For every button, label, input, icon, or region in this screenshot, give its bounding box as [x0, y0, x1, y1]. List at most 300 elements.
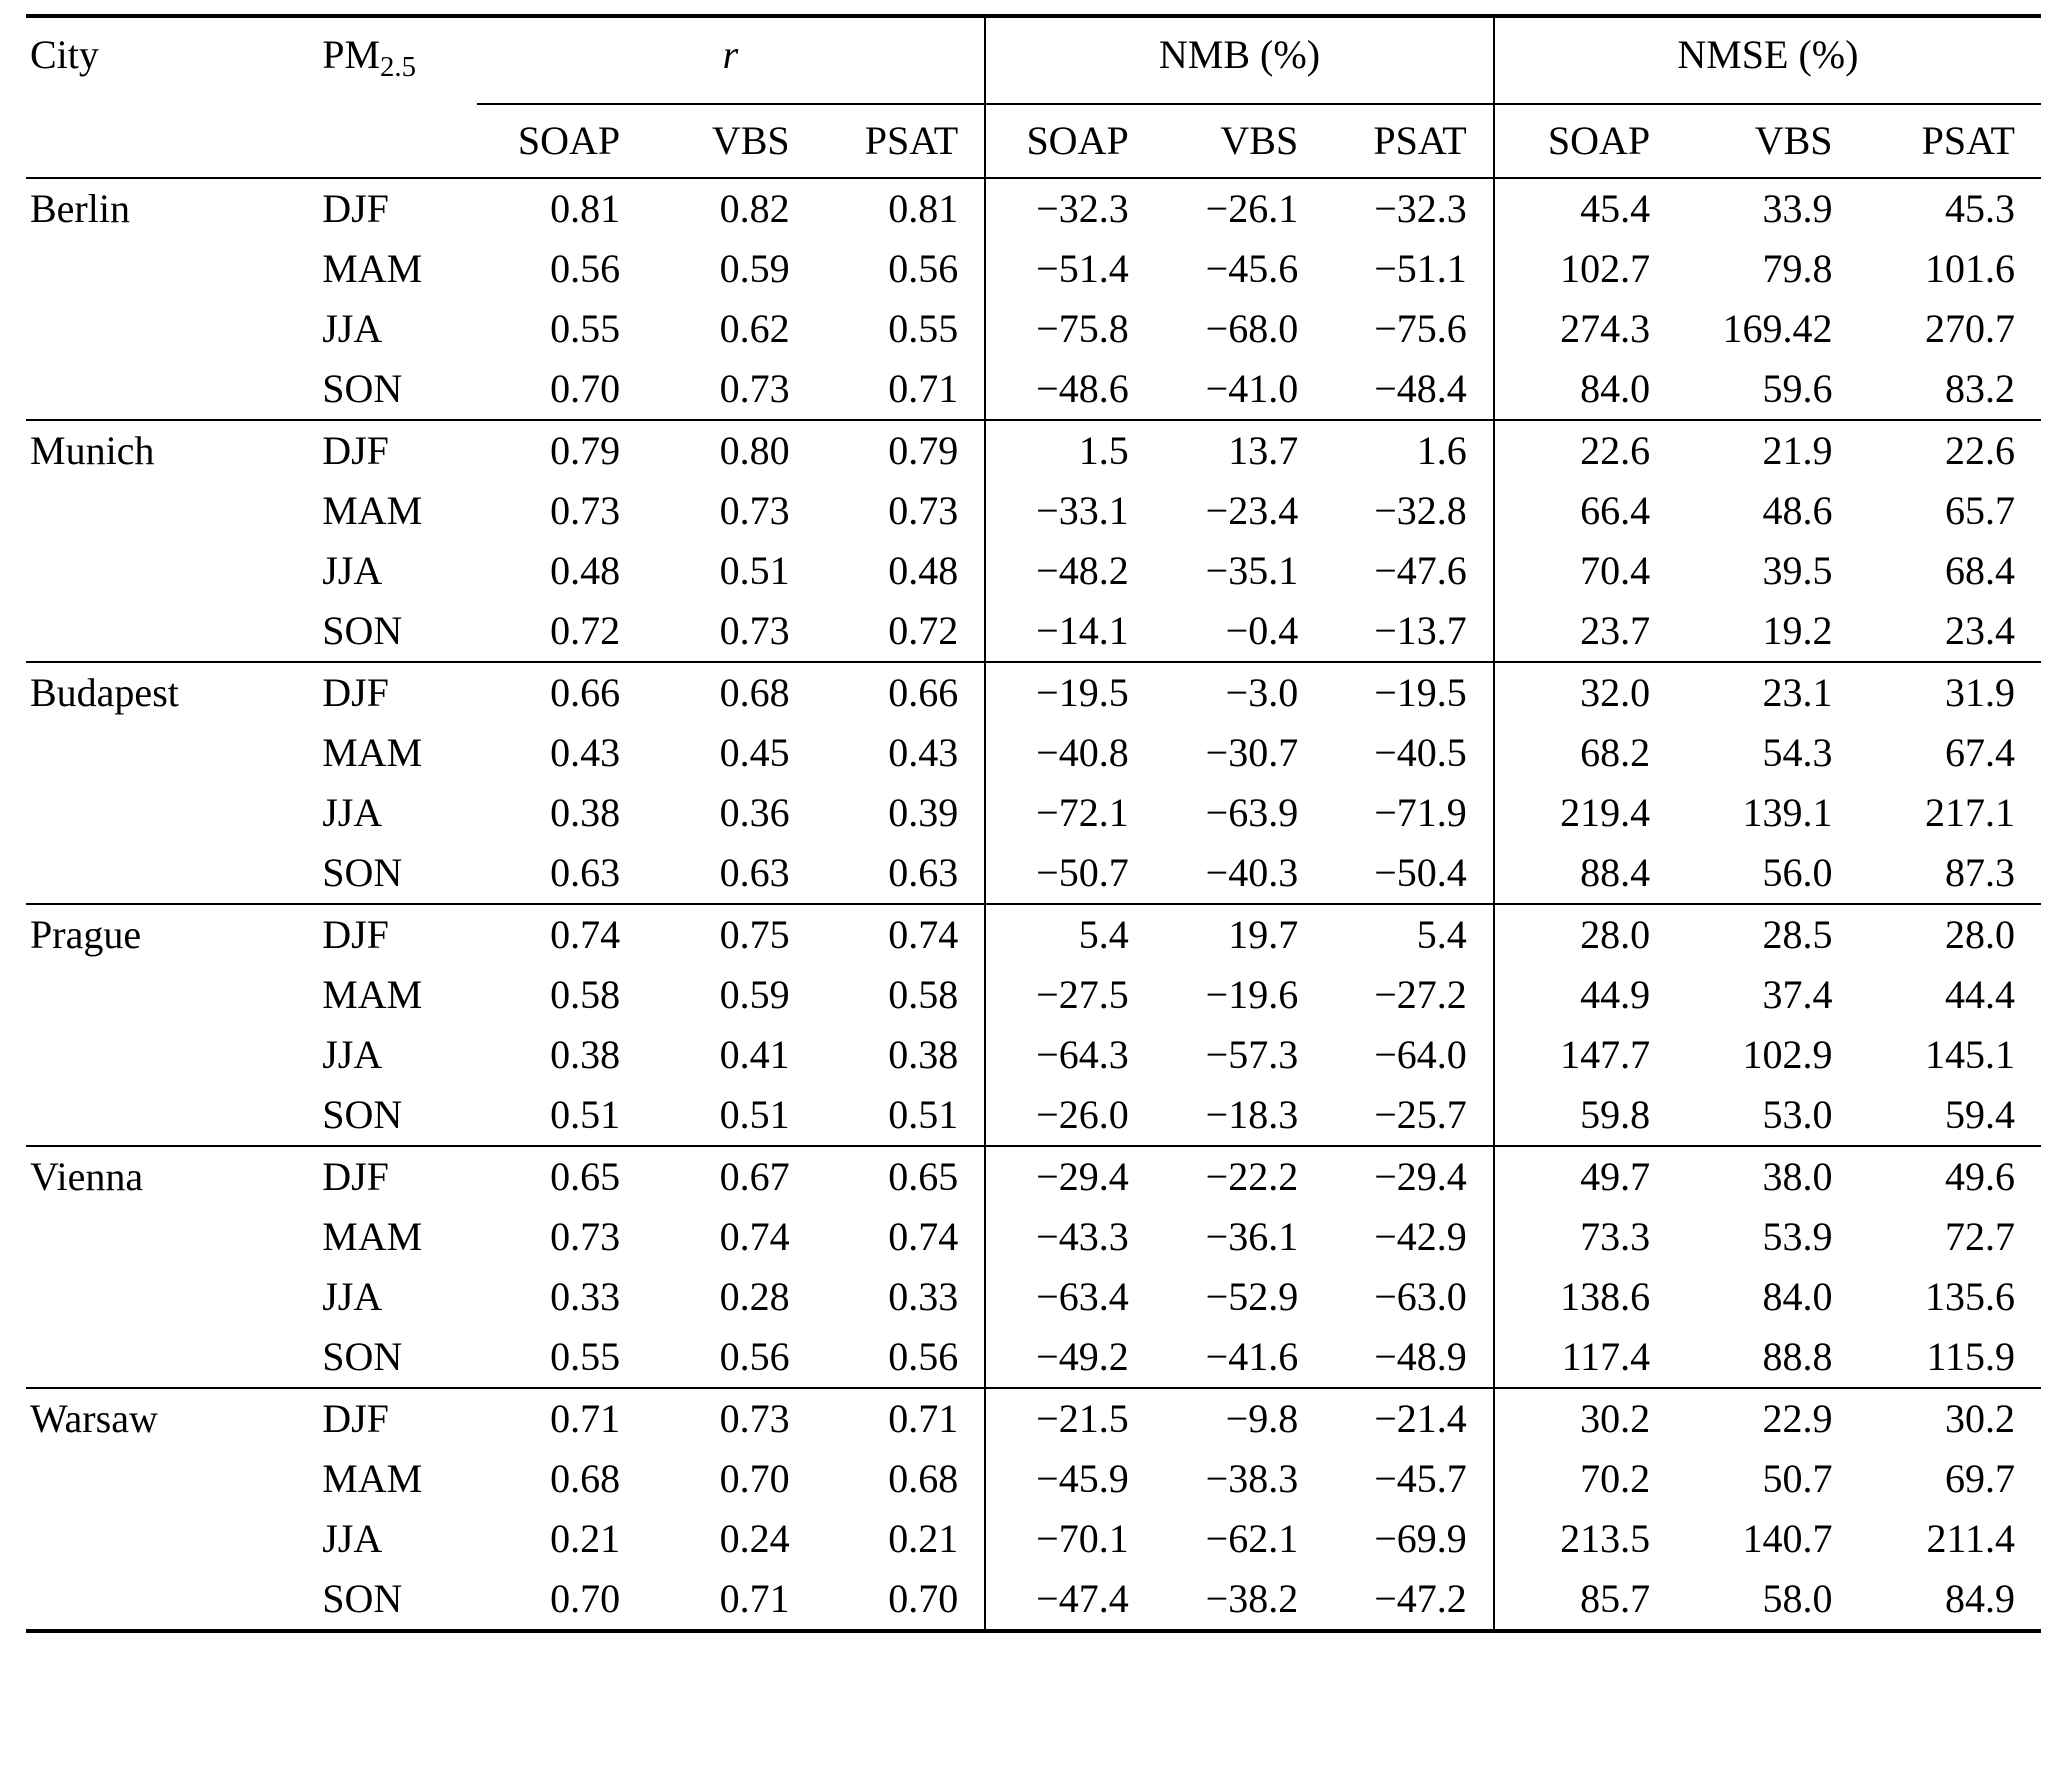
cell-value: 59.8: [1494, 1085, 1676, 1146]
city-label: Berlin: [30, 186, 130, 232]
table-header-row-groups: [26, 16, 2041, 104]
cell-value: 0.38: [888, 1032, 959, 1078]
cell-value: 45.4: [1494, 178, 1676, 239]
cell-value: −29.4: [985, 1146, 1155, 1207]
cell-value: 68.4: [1945, 548, 2015, 594]
header-pm25: $PM_{2.5}$: [294, 16, 476, 104]
season-label: DJF: [294, 1146, 476, 1207]
season-label: SON: [322, 366, 403, 412]
cell-value: 58.0: [1676, 1569, 1858, 1631]
cell-value: 37.4: [1762, 972, 1833, 1018]
header-sub-soap-6: SOAP: [1494, 104, 1676, 178]
cell-value: −42.9: [1374, 1214, 1467, 1260]
header-sub-vbs-1: VBS: [646, 104, 816, 178]
cell-value: 5.4: [1324, 904, 1494, 965]
cell-value: −30.7: [1205, 730, 1299, 776]
cell-value: 0.73: [719, 488, 790, 534]
cell-value: 0.71: [477, 1388, 647, 1449]
cell-value: 23.1: [1676, 662, 1858, 723]
table-row: [26, 1025, 2041, 1085]
cell-value: −38.2: [1155, 1569, 1325, 1631]
cell-value: −48.6: [985, 359, 1155, 420]
cell-value: −63.0: [1374, 1274, 1467, 1320]
cell-value: 28.5: [1676, 904, 1858, 965]
cell-value: 0.65: [477, 1146, 647, 1207]
table-row: [26, 783, 2041, 843]
cell-value: 0.73: [719, 366, 790, 412]
cell-value: 0.70: [816, 1569, 986, 1631]
cell-value: 70.2: [1494, 1449, 1676, 1509]
table-row: [26, 1388, 2041, 1449]
cell-value: 32.0: [1494, 662, 1676, 723]
cell-value: 101.6: [1925, 246, 2015, 292]
season-label: MAM: [322, 1456, 423, 1502]
season-label: JJA: [322, 1032, 383, 1078]
cell-value: 67.4: [1945, 730, 2015, 776]
cell-value: 0.74: [888, 1214, 959, 1260]
cell-value: 211.4: [1926, 1516, 2015, 1562]
table-row: [26, 1327, 2041, 1388]
cell-value: 1.6: [1324, 420, 1494, 481]
table-header-row-subcolumns: [26, 104, 2041, 178]
season-label: JJA: [322, 1516, 383, 1562]
cell-value: 0.48: [550, 548, 621, 594]
cell-value: −51.1: [1374, 246, 1467, 292]
table-row: [26, 541, 2041, 601]
cell-value: −22.2: [1155, 1146, 1325, 1207]
cell-value: 0.55: [888, 306, 959, 352]
cell-value: 0.33: [550, 1274, 621, 1320]
cell-value: 0.81: [888, 186, 959, 232]
cell-value: −40.5: [1374, 730, 1467, 776]
table-row: [26, 904, 2041, 965]
cell-value: 65.7: [1945, 488, 2015, 534]
cell-value: 0.75: [646, 904, 816, 965]
cell-value: −62.1: [1205, 1516, 1299, 1562]
cell-value: 169.42: [1722, 306, 1833, 352]
season-label: JJA: [322, 306, 383, 352]
cell-value: −52.9: [1205, 1274, 1299, 1320]
header-group-1: NMB (%): [985, 16, 1494, 104]
cell-value: −9.8: [1155, 1388, 1325, 1449]
cell-value: 0.81: [550, 186, 621, 232]
cell-value: 0.70: [550, 366, 621, 412]
season-label: SON: [322, 1092, 403, 1138]
table-row: [26, 662, 2041, 723]
cell-value: 0.38: [550, 790, 621, 836]
cell-value: 140.7: [1742, 1516, 1833, 1562]
cell-value: −71.9: [1374, 790, 1467, 836]
city-label: [26, 481, 294, 541]
cell-value: 59.4: [1945, 1092, 2015, 1138]
city-label: [26, 1327, 294, 1388]
cell-value: 0.58: [888, 972, 959, 1018]
cell-value: 0.24: [719, 1516, 790, 1562]
cell-value: −19.5: [1324, 662, 1494, 723]
cell-value: −33.1: [985, 481, 1155, 541]
cell-value: −70.1: [985, 1509, 1155, 1569]
cell-value: 44.4: [1945, 972, 2015, 1018]
cell-value: 0.45: [719, 730, 790, 776]
cell-value: 0.68: [550, 1456, 621, 1502]
cell-value: 48.6: [1762, 488, 1833, 534]
cell-value: 0.51: [550, 1092, 621, 1138]
city-label: [26, 601, 294, 662]
table-row: [26, 359, 2041, 420]
cell-value: −45.6: [1205, 246, 1299, 292]
cell-value: 22.6: [1859, 420, 2041, 481]
cell-value: 139.1: [1742, 790, 1833, 836]
table-row: [26, 481, 2041, 541]
cell-value: 147.7: [1494, 1025, 1676, 1085]
city-label: [26, 965, 294, 1025]
season-label: DJF: [294, 662, 476, 723]
cell-value: 0.68: [888, 1456, 959, 1502]
cell-value: −38.3: [1205, 1456, 1299, 1502]
cell-value: 83.2: [1945, 366, 2015, 412]
cell-value: 0.58: [550, 972, 621, 1018]
cell-value: 117.4: [1494, 1327, 1676, 1388]
cell-value: −13.7: [1374, 608, 1467, 654]
cell-value: 0.79: [477, 420, 647, 481]
season-label: MAM: [322, 730, 423, 776]
cell-value: 88.8: [1762, 1334, 1833, 1380]
cell-value: 0.63: [719, 850, 790, 896]
cell-value: −29.4: [1324, 1146, 1494, 1207]
city-label: [26, 1267, 294, 1327]
cell-value: 0.43: [888, 730, 959, 776]
cell-value: 30.2: [1494, 1388, 1676, 1449]
cell-value: 0.80: [646, 420, 816, 481]
cell-value: −50.7: [985, 843, 1155, 904]
season-label: SON: [294, 1569, 476, 1631]
table-row: [26, 1146, 2041, 1207]
cell-value: 0.79: [816, 420, 986, 481]
table-row: [26, 723, 2041, 783]
cell-value: −18.3: [1205, 1092, 1299, 1138]
cell-value: 0.36: [719, 790, 790, 836]
table-row: [26, 1085, 2041, 1146]
cell-value: 0.55: [550, 306, 621, 352]
cell-value: −32.8: [1374, 488, 1467, 534]
table-row: [26, 601, 2041, 662]
city-label: Munich: [26, 420, 294, 481]
cell-value: −35.1: [1205, 548, 1299, 594]
cell-value: −47.6: [1374, 548, 1467, 594]
header-city: City: [26, 16, 294, 104]
header-sub-vbs-4: VBS: [1155, 104, 1325, 178]
cell-value: −40.8: [985, 723, 1155, 783]
cell-value: 0.43: [550, 730, 621, 776]
cell-value: 102.7: [1494, 239, 1676, 299]
model-performance-table: [26, 14, 2041, 1633]
header-sub-psat-5: PSAT: [1324, 104, 1494, 178]
city-label: [26, 541, 294, 601]
season-label: MAM: [322, 972, 423, 1018]
cell-value: −27.2: [1374, 972, 1467, 1018]
cell-value: 0.73: [888, 488, 959, 534]
cell-value: −3.0: [1155, 662, 1325, 723]
cell-value: −41.6: [1205, 1334, 1299, 1380]
city-label: Warsaw: [26, 1388, 294, 1449]
cell-value: −51.4: [985, 239, 1155, 299]
cell-value: 0.21: [550, 1516, 621, 1562]
header-sub-vbs-7: VBS: [1676, 104, 1858, 178]
cell-value: 56.0: [1762, 850, 1833, 896]
cell-value: −47.4: [985, 1569, 1155, 1631]
cell-value: 39.5: [1762, 548, 1833, 594]
cell-value: 84.9: [1859, 1569, 2041, 1631]
cell-value: 0.63: [888, 850, 959, 896]
cell-value: −47.2: [1324, 1569, 1494, 1631]
cell-value: 0.59: [719, 246, 790, 292]
cell-value: 38.0: [1676, 1146, 1858, 1207]
header-spacer-city: [26, 104, 294, 178]
cell-value: 54.3: [1762, 730, 1833, 776]
table-row: [26, 178, 2041, 239]
cell-value: −72.1: [985, 783, 1155, 843]
city-label: [26, 1449, 294, 1509]
cell-value: 1.5: [985, 420, 1155, 481]
cell-value: 270.7: [1925, 306, 2015, 352]
cell-value: 0.74: [719, 1214, 790, 1260]
cell-value: −40.3: [1205, 850, 1299, 896]
season-label: JJA: [322, 1274, 383, 1320]
header-group-0: r: [477, 16, 986, 104]
cell-value: 0.65: [816, 1146, 986, 1207]
cell-value: −48.9: [1374, 1334, 1467, 1380]
cell-value: 0.66: [816, 662, 986, 723]
city-label: [26, 723, 294, 783]
cell-value: −68.0: [1205, 306, 1299, 352]
cell-value: 0.56: [719, 1334, 790, 1380]
cell-value: 0.74: [477, 904, 647, 965]
cell-value: 23.4: [1945, 608, 2015, 654]
cell-value: 0.73: [646, 1388, 816, 1449]
cell-value: 79.8: [1762, 246, 1833, 292]
cell-value: −75.8: [985, 299, 1155, 359]
cell-value: 0.51: [719, 1092, 790, 1138]
cell-value: 0.33: [888, 1274, 959, 1320]
cell-value: 0.68: [646, 662, 816, 723]
city-label: [26, 1207, 294, 1267]
cell-value: 0.72: [550, 608, 621, 654]
cell-value: −75.6: [1374, 306, 1467, 352]
cell-value: −21.5: [985, 1388, 1155, 1449]
cell-value: 88.4: [1494, 843, 1676, 904]
table-row: [26, 1509, 2041, 1569]
header-sub-psat-8: PSAT: [1859, 104, 2041, 178]
cell-value: 50.7: [1762, 1456, 1833, 1502]
city-label: Budapest: [26, 662, 294, 723]
table-row: [26, 1449, 2041, 1509]
city-label: [26, 1085, 294, 1146]
table-row: [26, 1207, 2041, 1267]
cell-value: 28.0: [1494, 904, 1676, 965]
cell-value: 0.73: [719, 608, 790, 654]
cell-value: 66.4: [1494, 481, 1676, 541]
cell-value: 0.70: [477, 1569, 647, 1631]
cell-value: 115.9: [1926, 1334, 2015, 1380]
cell-value: −23.4: [1205, 488, 1299, 534]
cell-value: 22.9: [1676, 1388, 1858, 1449]
city-label: [26, 1025, 294, 1085]
cell-value: 0.21: [888, 1516, 959, 1562]
city-label: Prague: [26, 904, 294, 965]
cell-value: 22.6: [1494, 420, 1676, 481]
cell-value: −21.4: [1324, 1388, 1494, 1449]
cell-value: −48.2: [985, 541, 1155, 601]
city-label: [26, 239, 294, 299]
cell-value: 19.2: [1762, 608, 1833, 654]
cell-value: −25.7: [1374, 1092, 1467, 1138]
cell-value: 30.2: [1859, 1388, 2041, 1449]
cell-value: 219.4: [1494, 783, 1676, 843]
cell-value: 0.59: [719, 972, 790, 1018]
cell-value: −45.9: [985, 1449, 1155, 1509]
cell-value: 84.0: [1494, 359, 1676, 420]
season-label: SON: [322, 608, 403, 654]
cell-value: 138.6: [1494, 1267, 1676, 1327]
cell-value: 59.6: [1762, 366, 1833, 412]
table-row: [26, 299, 2041, 359]
cell-value: −49.2: [985, 1327, 1155, 1388]
header-sub-psat-2: PSAT: [816, 104, 986, 178]
cell-value: 85.7: [1494, 1569, 1676, 1631]
cell-value: 0.63: [550, 850, 621, 896]
season-label: DJF: [294, 1388, 476, 1449]
cell-value: 53.9: [1762, 1214, 1833, 1260]
cell-value: 217.1: [1925, 790, 2015, 836]
cell-value: 33.9: [1762, 186, 1833, 232]
cell-value: −69.9: [1374, 1516, 1467, 1562]
cell-value: 70.4: [1494, 541, 1676, 601]
cell-value: 19.7: [1155, 904, 1325, 965]
cell-value: 0.66: [477, 662, 647, 723]
cell-value: 13.7: [1155, 420, 1325, 481]
header-sub-soap-0: SOAP: [477, 104, 647, 178]
cell-value: 0.74: [816, 904, 986, 965]
cell-value: −63.4: [985, 1267, 1155, 1327]
cell-value: 0.73: [550, 488, 621, 534]
season-label: JJA: [322, 790, 383, 836]
cell-value: −19.5: [985, 662, 1155, 723]
cell-value: 0.70: [719, 1456, 790, 1502]
season-label: DJF: [294, 420, 476, 481]
cell-value: 145.1: [1925, 1032, 2015, 1078]
city-label: [26, 843, 294, 904]
cell-value: 0.51: [719, 548, 790, 594]
cell-value: 31.9: [1859, 662, 2041, 723]
cell-value: 102.9: [1742, 1032, 1833, 1078]
cell-value: 28.0: [1859, 904, 2041, 965]
cell-value: 0.38: [550, 1032, 621, 1078]
cell-value: 0.82: [719, 186, 790, 232]
cell-value: 72.7: [1945, 1214, 2015, 1260]
cell-value: −41.0: [1205, 366, 1299, 412]
cell-value: 21.9: [1676, 420, 1858, 481]
cell-value: 213.5: [1494, 1509, 1676, 1569]
cell-value: 274.3: [1494, 299, 1676, 359]
cell-value: 53.0: [1762, 1092, 1833, 1138]
cell-value: −19.6: [1205, 972, 1299, 1018]
cell-value: 23.7: [1494, 601, 1676, 662]
season-label: MAM: [322, 488, 423, 534]
cell-value: −32.3: [1374, 186, 1467, 232]
cell-value: 0.41: [719, 1032, 790, 1078]
season-label: JJA: [322, 548, 383, 594]
city-label: [26, 1509, 294, 1569]
city-label: [26, 299, 294, 359]
cell-value: 68.2: [1494, 723, 1676, 783]
cell-value: −64.0: [1374, 1032, 1467, 1078]
cell-value: 0.71: [888, 366, 959, 412]
cell-value: 0.48: [888, 548, 959, 594]
season-label: DJF: [294, 904, 476, 965]
cell-value: 49.6: [1859, 1146, 2041, 1207]
header-spacer-pm: [294, 104, 476, 178]
cell-value: −50.4: [1374, 850, 1467, 896]
cell-value: 0.56: [550, 246, 621, 292]
cell-value: −48.4: [1374, 366, 1467, 412]
cell-value: −43.3: [985, 1207, 1155, 1267]
cell-value: 69.7: [1945, 1456, 2015, 1502]
cell-value: 84.0: [1762, 1274, 1833, 1320]
cell-value: 0.28: [719, 1274, 790, 1320]
cell-value: 45.3: [1945, 186, 2015, 232]
cell-value: 0.62: [719, 306, 790, 352]
cell-value: −32.3: [985, 178, 1155, 239]
cell-value: −57.3: [1205, 1032, 1299, 1078]
header-group-2: NMSE (%): [1494, 16, 2041, 104]
table-row: [26, 420, 2041, 481]
cell-value: 44.9: [1494, 965, 1676, 1025]
cell-value: −64.3: [985, 1025, 1155, 1085]
table-row: [26, 1267, 2041, 1327]
season-label: SON: [322, 1334, 403, 1380]
cell-value: 49.7: [1494, 1146, 1676, 1207]
cell-value: 0.56: [888, 1334, 959, 1380]
header-sub-soap-3: SOAP: [985, 104, 1155, 178]
season-label: DJF: [322, 186, 389, 232]
city-label: Vienna: [26, 1146, 294, 1207]
cell-value: −36.1: [1205, 1214, 1299, 1260]
cell-value: 0.73: [550, 1214, 621, 1260]
city-label: [26, 359, 294, 420]
cell-value: 0.67: [646, 1146, 816, 1207]
cell-value: 135.6: [1925, 1274, 2015, 1320]
cell-value: −0.4: [1225, 608, 1299, 654]
table-row: [26, 843, 2041, 904]
cell-value: −63.9: [1205, 790, 1299, 836]
cell-value: 0.51: [888, 1092, 959, 1138]
cell-value: 0.39: [888, 790, 959, 836]
cell-value: 0.71: [816, 1388, 986, 1449]
cell-value: 0.55: [550, 1334, 621, 1380]
cell-value: 0.71: [646, 1569, 816, 1631]
table-row: [26, 239, 2041, 299]
table-row: [26, 965, 2041, 1025]
cell-value: −14.1: [985, 601, 1155, 662]
cell-value: 87.3: [1945, 850, 2015, 896]
season-label: MAM: [322, 246, 423, 292]
season-label: MAM: [322, 1214, 423, 1260]
city-label: [26, 1569, 294, 1631]
cell-value: −45.7: [1374, 1456, 1467, 1502]
table-row: [26, 1569, 2041, 1631]
cell-value: 0.56: [888, 246, 959, 292]
cell-value: 5.4: [985, 904, 1155, 965]
